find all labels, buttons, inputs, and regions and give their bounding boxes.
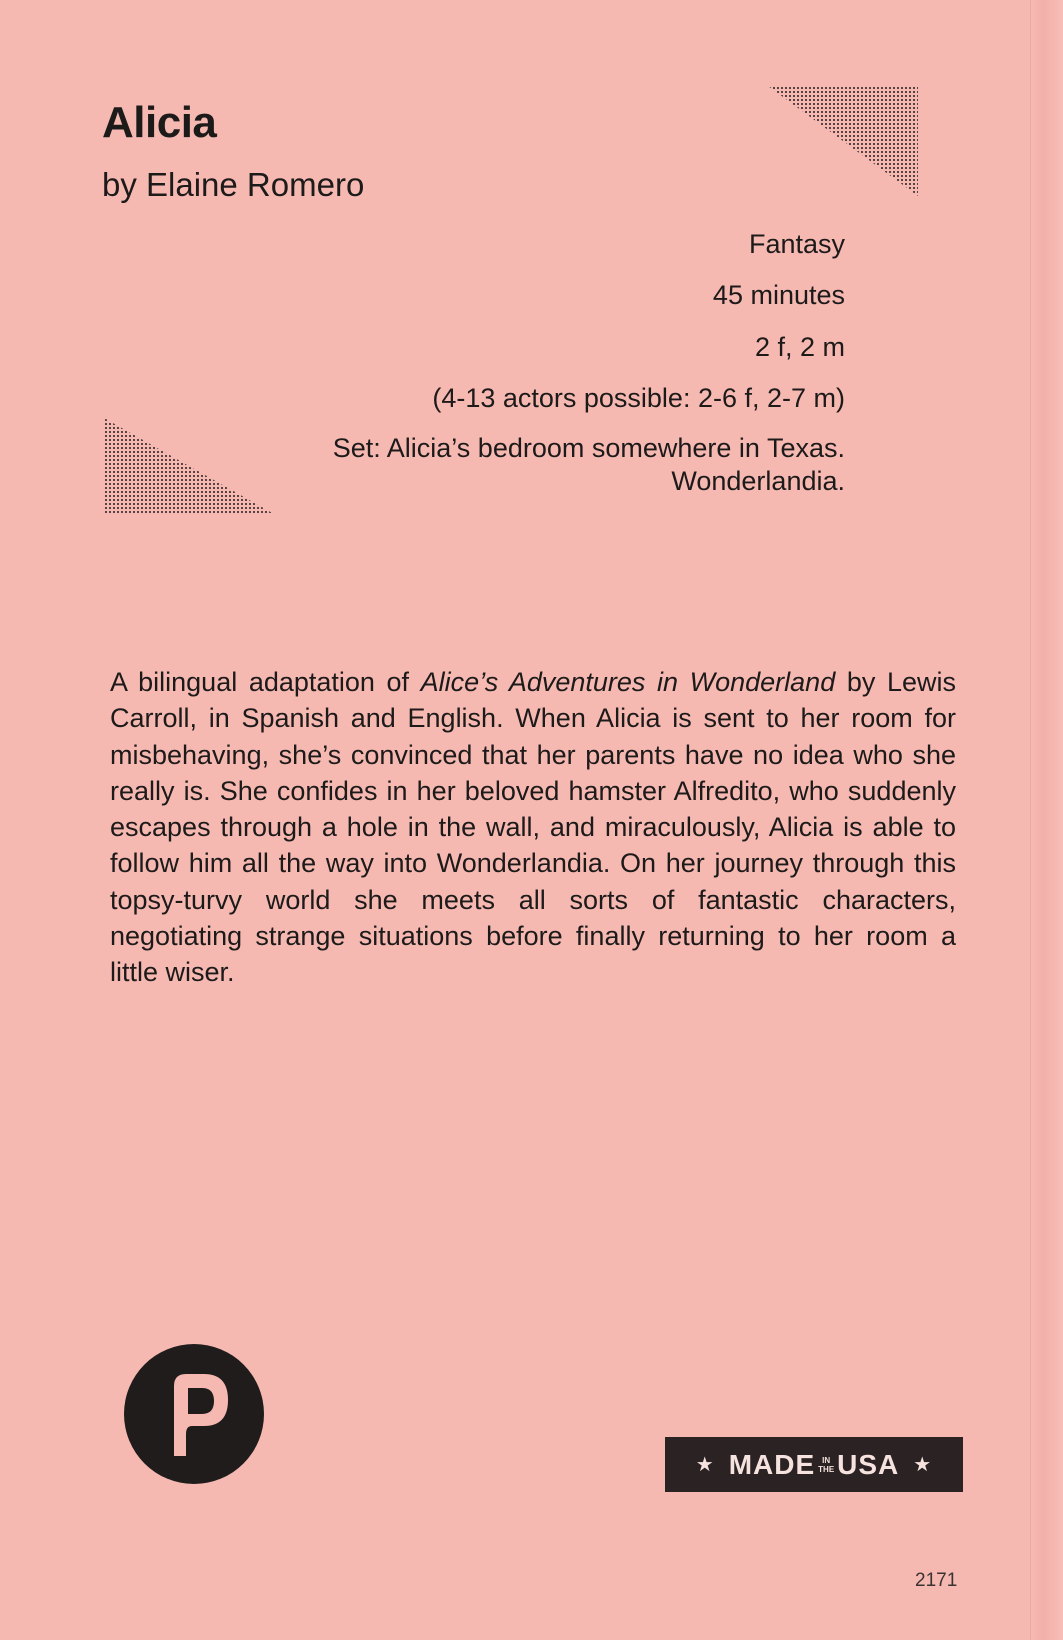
publisher-logo-icon	[124, 1344, 264, 1484]
description-intro: A bilingual adaptation of	[110, 667, 421, 697]
genre: Fantasy	[748, 229, 845, 259]
star-icon: ★	[913, 1454, 933, 1476]
made-in-usa-badge	[665, 1437, 963, 1492]
description-body: by Lewis Carroll, in Spanish and English. When Alicia is sent to her room for misbehaving, she’s convinced that her parents have no idea who she really is. She confides in her beloved hamster Alfredito, who suddenly escapes through a hole in the wall, and miraculously, Alicia is able to follow him all the way into Wonderlandia. On her journey through this topsy-turvy world she meets all sorts of fantastic characters, negotiating strange situations before finally returning to her room a little wiser.	[110, 667, 956, 988]
play-title: Alicia	[102, 98, 217, 147]
badge-in: IN	[822, 1455, 831, 1465]
set-description	[333, 432, 845, 498]
play-author: by Elaine Romero	[102, 166, 365, 203]
runtime: 45 minutes	[712, 280, 845, 311]
play-description	[110, 664, 956, 991]
badge-usa: USA	[837, 1448, 900, 1480]
dotted-triangle-bottom-icon	[104, 418, 274, 514]
badge-the: THE	[818, 1464, 835, 1474]
dotted-triangle-top-icon	[768, 86, 918, 196]
star-icon: ★	[695, 1454, 715, 1476]
play-details	[333, 228, 845, 497]
badge-made: MADE	[728, 1448, 816, 1480]
spine-edge	[1030, 0, 1063, 1640]
source-book-title: Alice’s Adventures in Wonderland	[420, 667, 836, 697]
catalog-number: 2171	[915, 1570, 958, 1591]
cast: 2 f, 2 m	[754, 331, 845, 362]
badge-in-the	[818, 1456, 834, 1474]
cast-range: (4-13 actors possible: 2-6 f, 2-7 m)	[432, 383, 845, 414]
set-line-1: Set: Alicia’s bedroom somewhere in Texas.	[332, 432, 845, 463]
set-line-2: Wonderlandia.	[671, 465, 845, 496]
